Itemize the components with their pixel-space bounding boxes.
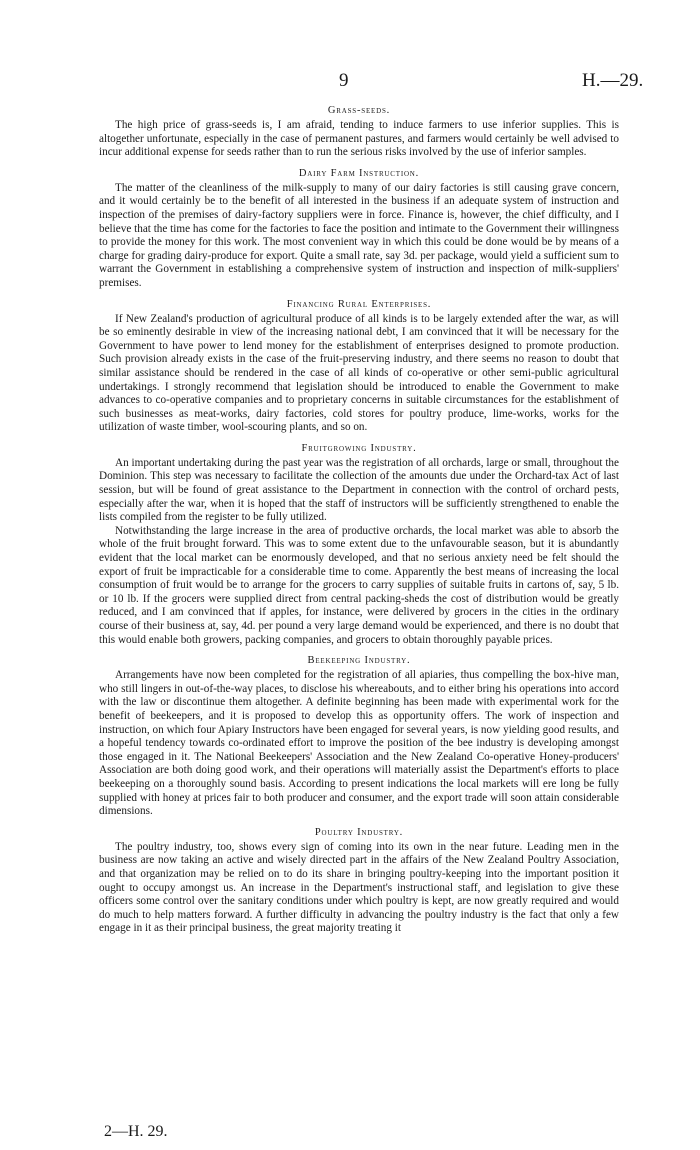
page-body [99,104,619,943]
section-heading: Dairy Farm Instruction. [298,167,420,179]
paragraph: If New Zealand's production of agricultural produce of all kinds is to be largely extended after the war, as will be so eminently desirable in view of the increasing national debt, I am convinced that it will be necessary for the Government to have power to lend money for the establishment of enterprises designed to promote production. Such provision already exists in the case of the fruit-preserving industry, and there seems no reason to doubt that similar assistance should be rendered in the case of all kinds of co-operative or other semi-public agricultural undertakings. I strongly recommend that legislation should be introduced to enable the Government to make advances to co-operative companies and to proprietary concerns in suitable circumstances for the establishment of such businesses as meat-works, dairy factories, cold stores for poultry produce, lime-works, works for the utilization of waste timber, wool-scouring plants, and so on. [99,312,619,434]
section-dairy-farm-instruction [99,167,619,291]
section-heading: Grass-seeds. [327,105,391,116]
paragraph: An important undertaking during the past year was the registration of all orchards, large or small, throughout the Dominion. This step was necessary to facilitate the collection of the amounts due under the Orchard-tax Act of last session, but will be found of great assistance to the Department in connection with the control of orchard pests, especially after the war, when it is hoped that the staff of instructors will be sufficiently strengthened to enable the lists compiled from the register to be fully utilized. [99,456,619,524]
section-heading: Poultry Industry. [314,826,404,838]
section-heading: Fruitgrowing Industry. [301,442,417,454]
paragraph: The matter of the cleanliness of the milk-supply to many of our dairy factories is still causing grave concern, and it would certainly be to the benefit of all interested in the business if an adequate system of instruction and inspection of the premises of dairy-factory suppliers were in force. Finance is, however, the chief difficulty, and I believe that the time has come for the factories to face the position and intimate to the Government their willingness to provide the money for this work. The most convenient way in which this could be done would be by means of a charge for grading dairy-produce for export. Quite a small rate, say 3d. per package, would yield a sufficient sum to warrant the Government in establishing a comprehensive system of instruction and inspection of milk-suppliers' premises. [99,181,619,289]
footer-reference: 2—H. 29. [104,1123,168,1140]
section-heading: Beekeeping Industry. [307,655,411,667]
paragraph: The poultry industry, too, shows every sign of coming into its own in the near future. Leading men in the business are now taking an active and wisely directed part in the affairs of the New Zealand Poultry Association, and that organization may be relied on to do its share in bringing poultry-keeping into the important position it ought to occupy amongst us. An increase in the Department's instructional staff, and legislation to give these officers some control over the sanitary conditions under which poultry is kept, are now greatly required and would do much to help matters forward. A further difficulty in advancing the poultry industry is the fact that only a few engage in it as their principal business, the great majority treating it [99,840,619,935]
section-heading: Financing Rural Enterprises. [286,298,432,310]
section-fruitgrowing-industry [99,442,619,647]
section-beekeeping-industry [99,654,619,819]
paragraph: Notwithstanding the large increase in the area of productive orchards, the local market was able to absorb the whole of the fruit brought forward. This was to some extent due to the unfavourable season, but it is abundantly evident that the local market can be enormously developed, and that no serious anxiety need be felt should the export of fruit be impracticable for a considerable time to come. Apparently the best means of increasing the local consumption of fruit would be to arrange for the grocers to carry supplies of suitable fruits in cartons of, say, 5 lb. or 10 lb. If the grocers were supplied direct from central packing-sheds the cost of distribution would be greatly reduced, and I am convinced that if apples, for instance, were delivered by grocers in the cities in the ordinary course of their business at, say, 4d. per pound a very large demand would be experienced, and there is no doubt that this would enable both growers, packing companies, and grocers to obtain thoroughly payable prices. [99,524,619,646]
paragraph: The high price of grass-seeds is, I am afraid, tending to induce farmers to use inferior supplies. This is altogether unfortunate, especially in the case of permanent pastures, and farmers would certainly be well advised to incur additional expense for seeds rather than to run the serious risks involved by the use of inferior samples. [99,119,619,159]
section-financing-rural-enterprises [99,298,619,435]
section-grass-seeds [99,104,619,160]
document-reference: H.—29. [582,70,644,91]
section-poultry-industry [99,826,619,936]
paragraph: Arrangements have now been completed for the registration of all apiaries, thus compelling the box-hive man, who still lingers in out-of-the-way places, to disclose his whereabouts, and to either bring his operations into accord with the law or discontinue them altogether. A definite beginning has been made with experimental work for the benefit of beekeepers, and it is proposed to develop this as opportunity offers. The work of inspection and instruction, on which four Apiary Instructors have been engaged for several years, is now yielding good results, and a hopeful tendency towards co-ordinated effort to improve the position of the bee industry is developing amongst those engaged in it. The National Beekeepers' Association and the New Zealand Co-operative Honey-producers' Association are both doing good work, and their operations will materially assist the Department's efforts to place beekeeping on a thoroughly sound basis. According to present indications the local markets will ere long be fully supplied with honey at prices fair to both producer and consumer, and the export trade will soon attain considerable dimensions. [99,669,619,818]
page-number: 9 [339,70,349,91]
